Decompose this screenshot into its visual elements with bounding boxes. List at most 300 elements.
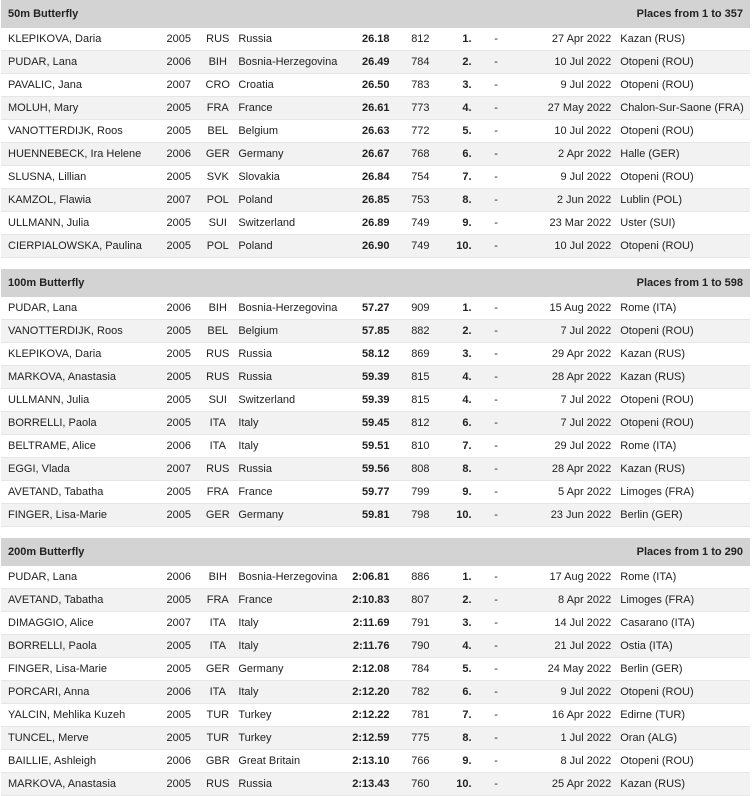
meet-date: 9 Jul 2022: [560, 686, 612, 698]
meet-city[interactable]: Otopeni (ROU): [620, 686, 694, 698]
rank-place: 7.: [462, 171, 472, 183]
athlete-name[interactable]: ULLMANN, Julia: [8, 217, 90, 229]
separator-dash: -: [494, 371, 498, 383]
athlete-name[interactable]: FINGER, Lisa-Marie: [8, 663, 108, 675]
swim-time: 2:11.69: [352, 617, 390, 629]
country-name: Bosnia-Herzegovina: [238, 302, 338, 314]
rank-place: 1.: [462, 571, 472, 583]
swim-time: 26.49: [362, 56, 390, 68]
birth-year: 2005: [166, 125, 191, 137]
separator-dash: -: [494, 240, 498, 252]
meet-city[interactable]: Rome (ITA): [620, 440, 677, 452]
nation-code: BIH: [208, 56, 227, 68]
meet-city[interactable]: Otopeni (ROU): [620, 240, 694, 252]
meet-city[interactable]: Otopeni (ROU): [620, 171, 694, 183]
athlete-name[interactable]: VANOTTERDIJK, Roos: [8, 325, 123, 337]
meet-city[interactable]: Kazan (RUS): [620, 371, 686, 383]
nation-code: BIH: [208, 302, 227, 314]
fina-points: 808: [411, 463, 430, 475]
swim-time: 2:11.76: [352, 640, 390, 652]
athlete-name[interactable]: BELTRAME, Alice: [8, 440, 96, 452]
rank-place: 8.: [462, 732, 472, 744]
swim-time: 26.84: [362, 171, 390, 183]
nation-code: ITA: [209, 617, 226, 629]
country-name: Italy: [238, 617, 259, 629]
meet-city[interactable]: Kazan (RUS): [620, 33, 686, 45]
birth-year: 2005: [166, 709, 191, 721]
table-row[interactable]: [1, 458, 750, 481]
athlete-name[interactable]: VANOTTERDIJK, Roos: [8, 125, 123, 137]
table-row[interactable]: [1, 28, 750, 51]
meet-city[interactable]: Chalon-Sur-Saone (FRA): [620, 102, 744, 114]
country-name: Russia: [238, 371, 272, 383]
separator-dash: -: [494, 79, 498, 91]
meet-city[interactable]: Otopeni (ROU): [620, 79, 694, 91]
athlete-name[interactable]: MARKOVA, Anastasia: [8, 371, 117, 383]
rank-place: 9.: [462, 486, 472, 498]
nation-code: RUS: [206, 348, 230, 360]
meet-city[interactable]: Rome (ITA): [620, 571, 677, 583]
table-row[interactable]: [1, 212, 750, 235]
swim-time: 59.39: [362, 394, 390, 406]
table-row[interactable]: [1, 635, 750, 658]
event-title: 200m Butterfly: [8, 546, 85, 558]
athlete-name[interactable]: ULLMANN, Julia: [8, 394, 90, 406]
separator-dash: -: [494, 171, 498, 183]
nation-code: GBR: [205, 755, 230, 767]
nation-code: TUR: [206, 732, 230, 744]
athlete-name[interactable]: BORRELLI, Paola: [8, 417, 97, 429]
fina-points: 886: [411, 571, 430, 583]
athlete-name[interactable]: MARKOVA, Anastasia: [8, 778, 117, 790]
meet-date: 23 Jun 2022: [550, 509, 612, 521]
birth-year: 2007: [166, 463, 191, 475]
birth-year: 2006: [166, 755, 191, 767]
rank-place: 1.: [462, 302, 472, 314]
meet-date: 14 Jul 2022: [554, 617, 612, 629]
table-row[interactable]: [1, 189, 750, 212]
table-row[interactable]: [1, 235, 750, 258]
nation-code: ITA: [209, 686, 226, 698]
country-name: Poland: [238, 240, 273, 252]
country-name: Bosnia-Herzegovina: [238, 571, 338, 583]
athlete-name[interactable]: KLEPIKOVA, Daria: [8, 348, 102, 360]
rank-place: 2.: [462, 56, 472, 68]
swim-time: 57.27: [362, 302, 390, 314]
swim-time: 59.81: [362, 509, 390, 521]
nation-code: GER: [205, 663, 230, 675]
fina-points: 810: [411, 440, 430, 452]
meet-city[interactable]: Kazan (RUS): [620, 778, 686, 790]
rank-place: 5.: [462, 663, 472, 675]
separator-dash: -: [494, 302, 498, 314]
rank-place: 4.: [462, 394, 472, 406]
nation-code: SUI: [208, 394, 227, 406]
event-header: [1, 538, 750, 566]
athlete-name[interactable]: MOLUH, Mary: [8, 102, 79, 114]
separator-dash: -: [494, 148, 498, 160]
fina-points: 753: [411, 194, 430, 206]
fina-points: 784: [411, 56, 430, 68]
rank-place: 7.: [462, 440, 472, 452]
table-row[interactable]: [1, 343, 750, 366]
fina-points: 775: [411, 732, 430, 744]
fina-points: 754: [411, 171, 430, 183]
rank-place: 10.: [456, 509, 472, 521]
fina-points: 782: [411, 686, 430, 698]
meet-city[interactable]: Otopeni (ROU): [620, 394, 694, 406]
table-row[interactable]: [1, 658, 750, 681]
athlete-name[interactable]: PUDAR, Lana: [8, 56, 78, 68]
swim-time: 26.89: [362, 217, 390, 229]
meet-city[interactable]: Oran (ALG): [620, 732, 678, 744]
country-name: Russia: [238, 348, 272, 360]
meet-city[interactable]: Limoges (FRA): [620, 486, 695, 498]
meet-city[interactable]: Rome (ITA): [620, 302, 677, 314]
athlete-name[interactable]: PUDAR, Lana: [8, 571, 78, 583]
separator-dash: -: [494, 778, 498, 790]
meet-date: 7 Jul 2022: [560, 394, 612, 406]
birth-year: 2006: [166, 571, 191, 583]
swim-time: 59.45: [362, 417, 390, 429]
meet-city[interactable]: Berlin (GER): [620, 509, 683, 521]
athlete-name[interactable]: TUNCEL, Merve: [8, 732, 89, 744]
nation-code: ITA: [209, 440, 226, 452]
table-row[interactable]: [1, 166, 750, 189]
country-name: Switzerland: [238, 217, 296, 229]
country-name: Croatia: [238, 79, 274, 91]
separator-dash: -: [494, 617, 498, 629]
country-name: Russia: [238, 463, 272, 475]
meet-date: 1 Jul 2022: [560, 732, 612, 744]
meet-date: 8 Jul 2022: [560, 755, 612, 767]
swim-time: 26.85: [362, 194, 390, 206]
meet-city[interactable]: Edirne (TUR): [620, 709, 686, 721]
table-row[interactable]: [1, 97, 750, 120]
rank-place: 3.: [462, 79, 472, 91]
meet-date: 16 Apr 2022: [551, 709, 612, 721]
meet-date: 7 Jul 2022: [560, 417, 612, 429]
birth-year: 2005: [166, 417, 191, 429]
rank-place: 8.: [462, 463, 472, 475]
birth-year: 2006: [166, 56, 191, 68]
fina-points: 772: [411, 125, 430, 137]
separator-dash: -: [494, 102, 498, 114]
separator-dash: -: [494, 325, 498, 337]
event-title: 50m Butterfly: [8, 8, 79, 20]
nation-code: BEL: [207, 325, 229, 337]
country-name: Slovakia: [238, 171, 280, 183]
rank-place: 10.: [456, 778, 472, 790]
meet-date: 27 Apr 2022: [551, 33, 612, 45]
separator-dash: -: [494, 217, 498, 229]
table-row[interactable]: [1, 143, 750, 166]
birth-year: 2005: [166, 371, 191, 383]
fina-points: 749: [411, 217, 430, 229]
nation-code: GER: [205, 148, 230, 160]
athlete-name[interactable]: PUDAR, Lana: [8, 302, 78, 314]
swim-time: 26.61: [362, 102, 390, 114]
swim-time: 26.50: [362, 79, 390, 91]
rank-place: 7.: [462, 709, 472, 721]
athlete-name[interactable]: KLEPIKOVA, Daria: [8, 33, 102, 45]
meet-city[interactable]: Casarano (ITA): [620, 617, 695, 629]
rank-place: 4.: [462, 371, 472, 383]
rank-place: 9.: [462, 217, 472, 229]
table-row[interactable]: [1, 504, 750, 527]
event-section: [1, 0, 750, 258]
country-name: Germany: [238, 663, 284, 675]
birth-year: 2005: [166, 325, 191, 337]
birth-year: 2005: [166, 732, 191, 744]
country-name: Turkey: [238, 732, 272, 744]
event-section: [1, 538, 750, 796]
athlete-name[interactable]: SLUSNA, Lillian: [8, 171, 87, 183]
rank-place: 10.: [456, 240, 472, 252]
separator-dash: -: [494, 755, 498, 767]
fina-points: 807: [411, 594, 430, 606]
rank-place: 2.: [462, 594, 472, 606]
meet-city[interactable]: Otopeni (ROU): [620, 125, 694, 137]
meet-date: 24 May 2022: [547, 663, 612, 675]
meet-date: 29 Jul 2022: [554, 440, 612, 452]
table-row[interactable]: [1, 120, 750, 143]
meet-date: 10 Jul 2022: [554, 125, 612, 137]
athlete-name[interactable]: EGGI, Vlada: [8, 463, 70, 475]
nation-code: FRA: [206, 486, 229, 498]
swim-time: 59.39: [362, 371, 390, 383]
birth-year: 2007: [166, 194, 191, 206]
table-row[interactable]: [1, 481, 750, 504]
meet-city[interactable]: Otopeni (ROU): [620, 325, 694, 337]
birth-year: 2005: [166, 509, 191, 521]
birth-year: 2007: [166, 617, 191, 629]
nation-code: POL: [206, 240, 229, 252]
nation-code: RUS: [206, 778, 230, 790]
birth-year: 2005: [166, 778, 191, 790]
rank-place: 3.: [462, 348, 472, 360]
birth-year: 2005: [166, 240, 191, 252]
swim-time: 26.90: [362, 240, 390, 252]
separator-dash: -: [494, 463, 498, 475]
birth-year: 2006: [166, 302, 191, 314]
fina-points: 766: [411, 755, 430, 767]
meet-date: 10 Jul 2022: [554, 56, 612, 68]
birth-year: 2005: [166, 594, 191, 606]
meet-date: 15 Aug 2022: [549, 302, 612, 314]
results-table: [1, 28, 750, 258]
places-range: Places from 1 to 357: [636, 8, 743, 20]
meet-city[interactable]: Otopeni (ROU): [620, 755, 694, 767]
meet-date: 5 Apr 2022: [558, 486, 612, 498]
separator-dash: -: [494, 348, 498, 360]
country-name: Germany: [238, 148, 284, 160]
rank-place: 4.: [462, 102, 472, 114]
table-row[interactable]: [1, 320, 750, 343]
meet-city[interactable]: Berlin (GER): [620, 663, 683, 675]
birth-year: 2005: [166, 486, 191, 498]
meet-city[interactable]: Otopeni (ROU): [620, 417, 694, 429]
meet-date: 25 Apr 2022: [551, 778, 612, 790]
athlete-name[interactable]: BORRELLI, Paola: [8, 640, 97, 652]
birth-year: 2005: [166, 217, 191, 229]
athlete-name[interactable]: FINGER, Lisa-Marie: [8, 509, 108, 521]
rank-place: 9.: [462, 755, 472, 767]
swim-time: 2:12.20: [352, 686, 390, 698]
fina-points: 768: [411, 148, 430, 160]
table-row[interactable]: [1, 435, 750, 458]
table-row[interactable]: [1, 297, 750, 320]
athlete-name[interactable]: PORCARI, Anna: [8, 686, 90, 698]
separator-dash: -: [494, 663, 498, 675]
nation-code: RUS: [206, 371, 230, 383]
country-name: Belgium: [238, 325, 279, 337]
nation-code: ITA: [209, 417, 226, 429]
country-name: Bosnia-Herzegovina: [238, 56, 338, 68]
table-row[interactable]: [1, 389, 750, 412]
country-name: France: [238, 594, 273, 606]
athlete-name[interactable]: PAVALIC, Jana: [8, 79, 82, 91]
table-row[interactable]: [1, 704, 750, 727]
separator-dash: -: [494, 417, 498, 429]
athlete-name[interactable]: HUENNEBECK, Ira Helene: [8, 148, 142, 160]
country-name: Belgium: [238, 125, 279, 137]
table-row[interactable]: [1, 412, 750, 435]
meet-date: 9 Jul 2022: [560, 79, 612, 91]
table-row[interactable]: [1, 750, 750, 773]
meet-date: 7 Jul 2022: [560, 325, 612, 337]
separator-dash: -: [494, 440, 498, 452]
athlete-name[interactable]: AVETAND, Tabatha: [8, 594, 104, 606]
table-row[interactable]: [1, 566, 750, 589]
athlete-name[interactable]: DIMAGGIO, Alice: [8, 617, 94, 629]
country-name: Italy: [238, 686, 259, 698]
country-name: Italy: [238, 440, 259, 452]
table-row[interactable]: [1, 366, 750, 389]
meet-date: 8 Apr 2022: [558, 594, 612, 606]
meet-date: 2 Jun 2022: [556, 194, 612, 206]
rank-place: 4.: [462, 640, 472, 652]
birth-year: 2006: [166, 440, 191, 452]
meet-city[interactable]: Limoges (FRA): [620, 594, 695, 606]
birth-year: 2006: [166, 686, 191, 698]
rank-place: 3.: [462, 617, 472, 629]
country-name: Switzerland: [238, 394, 296, 406]
birth-year: 2005: [166, 348, 191, 360]
athlete-name[interactable]: CIERPIALOWSKA, Paulina: [8, 240, 142, 252]
swim-time: 58.12: [362, 348, 390, 360]
meet-date: 17 Aug 2022: [549, 571, 612, 583]
rank-place: 8.: [462, 194, 472, 206]
birth-year: 2005: [166, 33, 191, 45]
separator-dash: -: [494, 394, 498, 406]
meet-city[interactable]: Ostia (ITA): [620, 640, 673, 652]
table-row[interactable]: [1, 727, 750, 750]
meet-city[interactable]: Uster (SUI): [620, 217, 676, 229]
fina-points: 812: [411, 417, 430, 429]
nation-code: RUS: [206, 33, 230, 45]
table-row[interactable]: [1, 51, 750, 74]
nation-code: SVK: [206, 171, 229, 183]
separator-dash: -: [494, 509, 498, 521]
fina-points: 815: [411, 394, 430, 406]
meet-date: 28 Apr 2022: [551, 463, 612, 475]
rank-place: 6.: [462, 148, 472, 160]
fina-points: 749: [411, 240, 430, 252]
swim-time: 2:12.22: [352, 709, 390, 721]
separator-dash: -: [494, 194, 498, 206]
athlete-name[interactable]: KAMZOL, Flawia: [8, 194, 92, 206]
fina-points: 760: [411, 778, 430, 790]
nation-code: BIH: [208, 571, 227, 583]
athlete-name[interactable]: AVETAND, Tabatha: [8, 486, 104, 498]
country-name: Turkey: [238, 709, 272, 721]
meet-city[interactable]: Kazan (RUS): [620, 463, 686, 475]
nation-code: POL: [206, 194, 229, 206]
swim-time: 2:13.43: [352, 778, 390, 790]
event-header: [1, 269, 750, 297]
birth-year: 2005: [166, 171, 191, 183]
nation-code: ITA: [209, 640, 226, 652]
fina-points: 799: [411, 486, 430, 498]
rank-place: 2.: [462, 325, 472, 337]
nation-code: FRA: [206, 594, 229, 606]
separator-dash: -: [494, 33, 498, 45]
birth-year: 2005: [166, 102, 191, 114]
separator-dash: -: [494, 486, 498, 498]
table-row[interactable]: [1, 589, 750, 612]
meet-date: 28 Apr 2022: [551, 371, 612, 383]
table-row[interactable]: [1, 74, 750, 97]
meet-date: 10 Jul 2022: [554, 240, 612, 252]
fina-points: 815: [411, 371, 430, 383]
separator-dash: -: [494, 594, 498, 606]
meet-city[interactable]: Otopeni (ROU): [620, 56, 694, 68]
rank-place: 6.: [462, 417, 472, 429]
athlete-name[interactable]: YALCIN, Mehlika Kuzeh: [8, 709, 126, 721]
swim-time: 2:10.83: [352, 594, 390, 606]
fina-points: 790: [411, 640, 430, 652]
separator-dash: -: [494, 686, 498, 698]
table-row[interactable]: [1, 612, 750, 635]
results-table: [1, 566, 750, 796]
birth-year: 2005: [166, 640, 191, 652]
separator-dash: -: [494, 732, 498, 744]
nation-code: RUS: [206, 463, 230, 475]
athlete-name[interactable]: BAILLIE, Ashleigh: [8, 755, 97, 767]
results-table: [1, 297, 750, 527]
swim-time: 59.77: [362, 486, 390, 498]
nation-code: TUR: [206, 709, 230, 721]
birth-year: 2006: [166, 148, 191, 160]
meet-city[interactable]: Halle (GER): [620, 148, 680, 160]
rank-place: 5.: [462, 125, 472, 137]
event-header: [1, 0, 750, 28]
meet-city[interactable]: Kazan (RUS): [620, 348, 686, 360]
fina-points: 909: [411, 302, 430, 314]
fina-points: 781: [411, 709, 430, 721]
meet-city[interactable]: Lublin (POL): [620, 194, 683, 206]
country-name: Germany: [238, 509, 284, 521]
fina-points: 798: [411, 509, 430, 521]
table-row[interactable]: [1, 681, 750, 704]
nation-code: FRA: [206, 102, 229, 114]
fina-points: 784: [411, 663, 430, 675]
country-name: Poland: [238, 194, 273, 206]
table-row[interactable]: [1, 773, 750, 796]
country-name: Russia: [238, 778, 272, 790]
country-name: Russia: [238, 33, 272, 45]
